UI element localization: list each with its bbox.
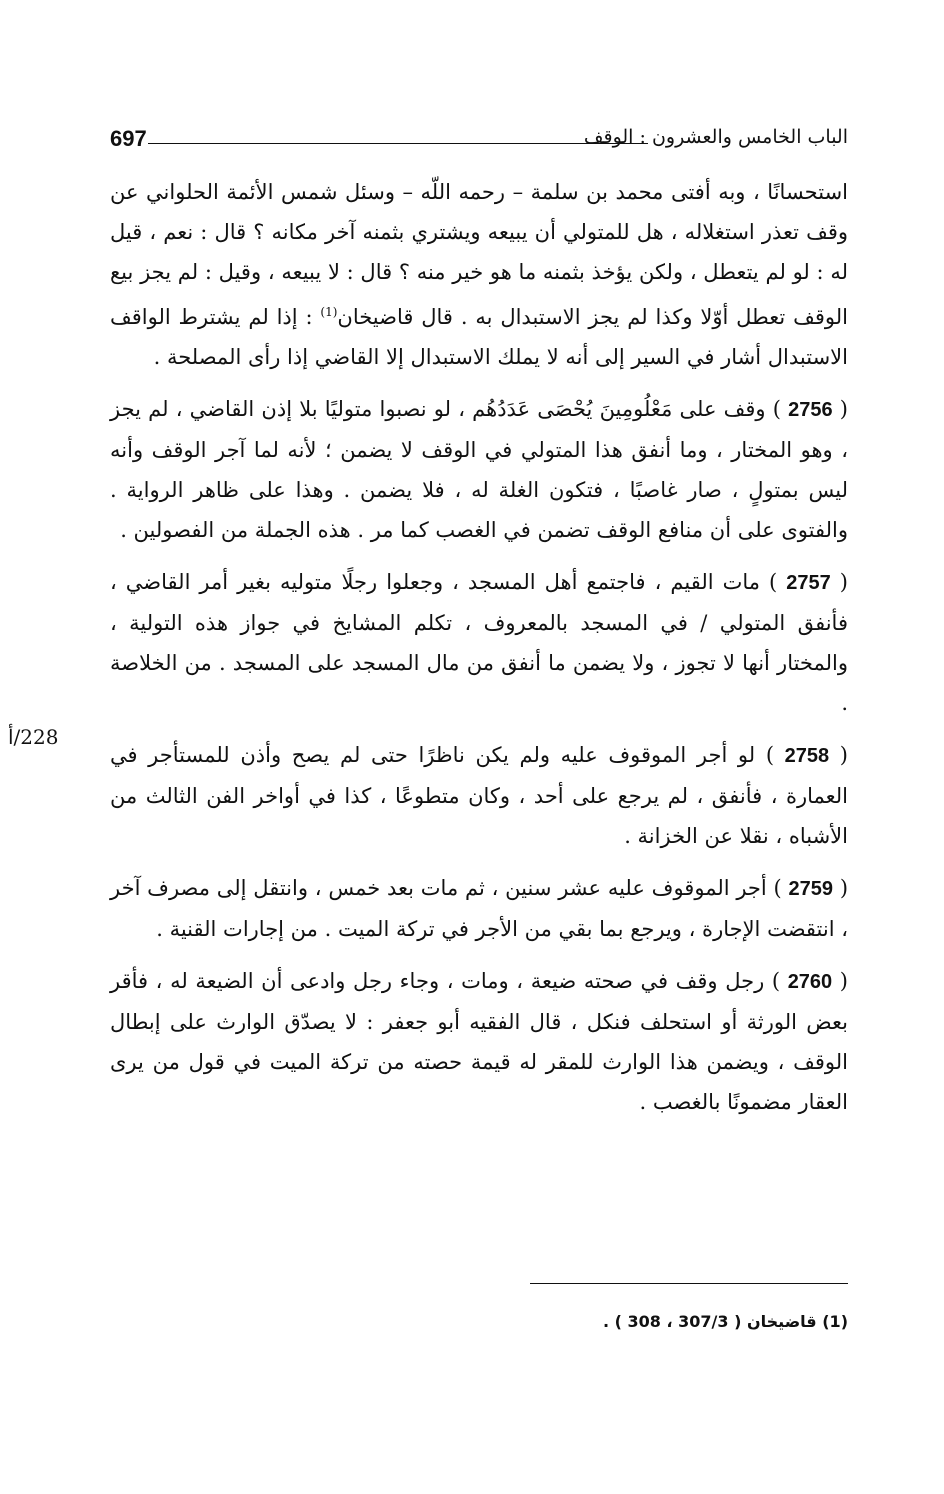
paragraph-2758: ( 2758 ) لو أجر الموقوف عليه ولم يكن ناظرًا حتى لم يصح وأذن للمستأجر في العمارة ، فأنفق ، لم يرجع على أحد ، وكان متطوعًا ، كذا في أواخر الفن الثالث من الأشباه ، نقلا عن الخزانة . [110, 743, 848, 848]
entry-number: 2760 [787, 971, 833, 993]
paragraph-text: وقف على مَعْلُومِينَ يُحْصَى عَدَدُهُم ، لو نصبوا متوليًا بلا إذن القاضي ، لم يجز ، وهو المختار ، وما أنفق هذا المتولي في الوقف لا يضمن ؛ لأنه لما آجر الوقف وأنه ليس بمتولٍ ، صار غاصبًا ، فتكون الغلة له ، فلا يضمن . وهذا على ظاهر الرواية . والفتوى على أن منافع الوقف تضمن في الغصب كما مر . هذه الجملة من الفصولين . [110, 397, 848, 542]
entry-number: 2759 [788, 878, 834, 900]
paragraph-text: رجل وقف في صحته ضيعة ، ومات ، وجاء رجل وادعى أن الضيعة له ، فأقر بعض الورثة أو استحلف فنكل ، قال الفقيه أبو جعفر : لا يصدّق الوارث على إبطال الوقف ، ويضمن هذا الوارث للمقر له قيمة حصته من تركة الميت في قول من يرى العقار مضمونًا بالغصب . [110, 969, 848, 1114]
page-number: 697 [110, 126, 147, 151]
paragraph-2756: ( 2756 ) وقف على مَعْلُومِينَ يُحْصَى عَدَدُهُم ، لو نصبوا متوليًا بلا إذن القاضي ، لم يجز ، وهو المختار ، وما أنفق هذا المتولي في الوقف لا يضمن ؛ لأنه لما آجر الوقف وأنه ليس بمتولٍ ، صار غاصبًا ، فتكون الغلة له ، فلا يضمن . وهذا على ظاهر الرواية . والفتوى على أن منافع الوقف تضمن في الغصب كما مر . هذه الجملة من الفصولين . [110, 397, 848, 542]
footnote-rule [530, 1283, 848, 1284]
paragraph-intro [110, 172, 848, 377]
paragraph-2757: ( 2757 ) مات القيم ، فاجتمع أهل المسجد ، وجعلوا رجلًا متوليه بغير أمر القاضي ، فأنفق المتولي / في المسجد بالمعروف ، تكلم المشايخ في جواز هذه التولية ، والمختار أنها لا تجوز ، ولا يضمن ما أنفق من مال المسجد على المسجد . من الخلاصة . [110, 570, 849, 715]
entry-number: 2757 [786, 572, 831, 594]
entry-number: 2756 [788, 399, 833, 421]
footnote-marker: (1) [320, 305, 338, 319]
paragraph-2760: ( 2760 ) رجل وقف في صحته ضيعة ، ومات ، وجاء رجل وادعى أن الضيعة له ، فأقر بعض الورثة أو استحلف فنكل ، قال الفقيه أبو جعفر : لا يصدّق الوارث على إبطال الوقف ، ويضمن هذا الوارث للمقر له قيمة حصته من تركة الميت في قول من يرى العقار مضمونًا بالغصب . [110, 969, 849, 1114]
page-header [110, 124, 848, 162]
running-title: الباب الخامس والعشرون : الوقف [583, 126, 848, 148]
body-text [110, 172, 848, 1134]
paragraph-2759: ( 2759 ) أجر الموقوف عليه عشر سنين ، ثم مات بعد خمس ، وانتقل إلى مصرف آخر ، انتقضت الإجارة ، ويرجع بما بقي من الأجر في تركة الميت . من إجارات القنية . [110, 876, 849, 941]
entry-number: 2758 [784, 745, 830, 767]
paragraph-text: مات القيم ، فاجتمع أهل المسجد ، وجعلوا رجلًا متوليه بغير أمر القاضي ، فأنفق المتولي / في المسجد بالمعروف ، تكلم المشايخ في جواز هذه التولية ، والمختار أنها لا تجوز ، ولا يضمن ما أنفق من مال المسجد على المسجد . من الخلاصة . [110, 570, 848, 715]
footnote: (1) قاضيخان ( 307/3 ، 308 ) . [603, 1312, 848, 1331]
paragraph-text-continued: : إذا لم يشترط الواقف الاستبدال أشار في السير إلى أنه لا يملك الاستبدال إلا القاضي إذا رأى المصلحة . [110, 305, 848, 369]
paragraph-text: استحسانًا ، وبه أفتى محمد بن سلمة – رحمه اللّه – وسئل شمس الأئمة الحلواني عن وقف تعذر استغلاله ، هل للمتولي أن يبيعه ويشتري بثمنه آخر مكانه ؟ قال : نعم ، قيل له : لو لم يتعطل ، ولكن يؤخذ بثمنه ما هو خير منه ؟ قال : لا يبيعه ، وقيل : لم يجز بيع الوقف تعطل أوّلا وكذا لم يجز الاستبدال به . قال قاضيخان [110, 180, 848, 329]
paragraph-text: لو أجر الموقوف عليه ولم يكن ناظرًا حتى لم يصح وأذن للمستأجر في العمارة ، فأنفق ، لم يرجع على أحد ، وكان متطوعًا ، كذا في أواخر الفن الثالث من الأشباه ، نقلا عن الخزانة . [110, 743, 848, 848]
paragraph-text: أجر الموقوف عليه عشر سنين ، ثم مات بعد خمس ، وانتقل إلى مصرف آخر ، انتقضت الإجارة ، ويرجع بما بقي من الأجر في تركة الميت . من إجارات القنية . [110, 876, 848, 941]
manuscript-folio-note: 228/أ [8, 725, 59, 749]
header-rule [148, 143, 648, 144]
